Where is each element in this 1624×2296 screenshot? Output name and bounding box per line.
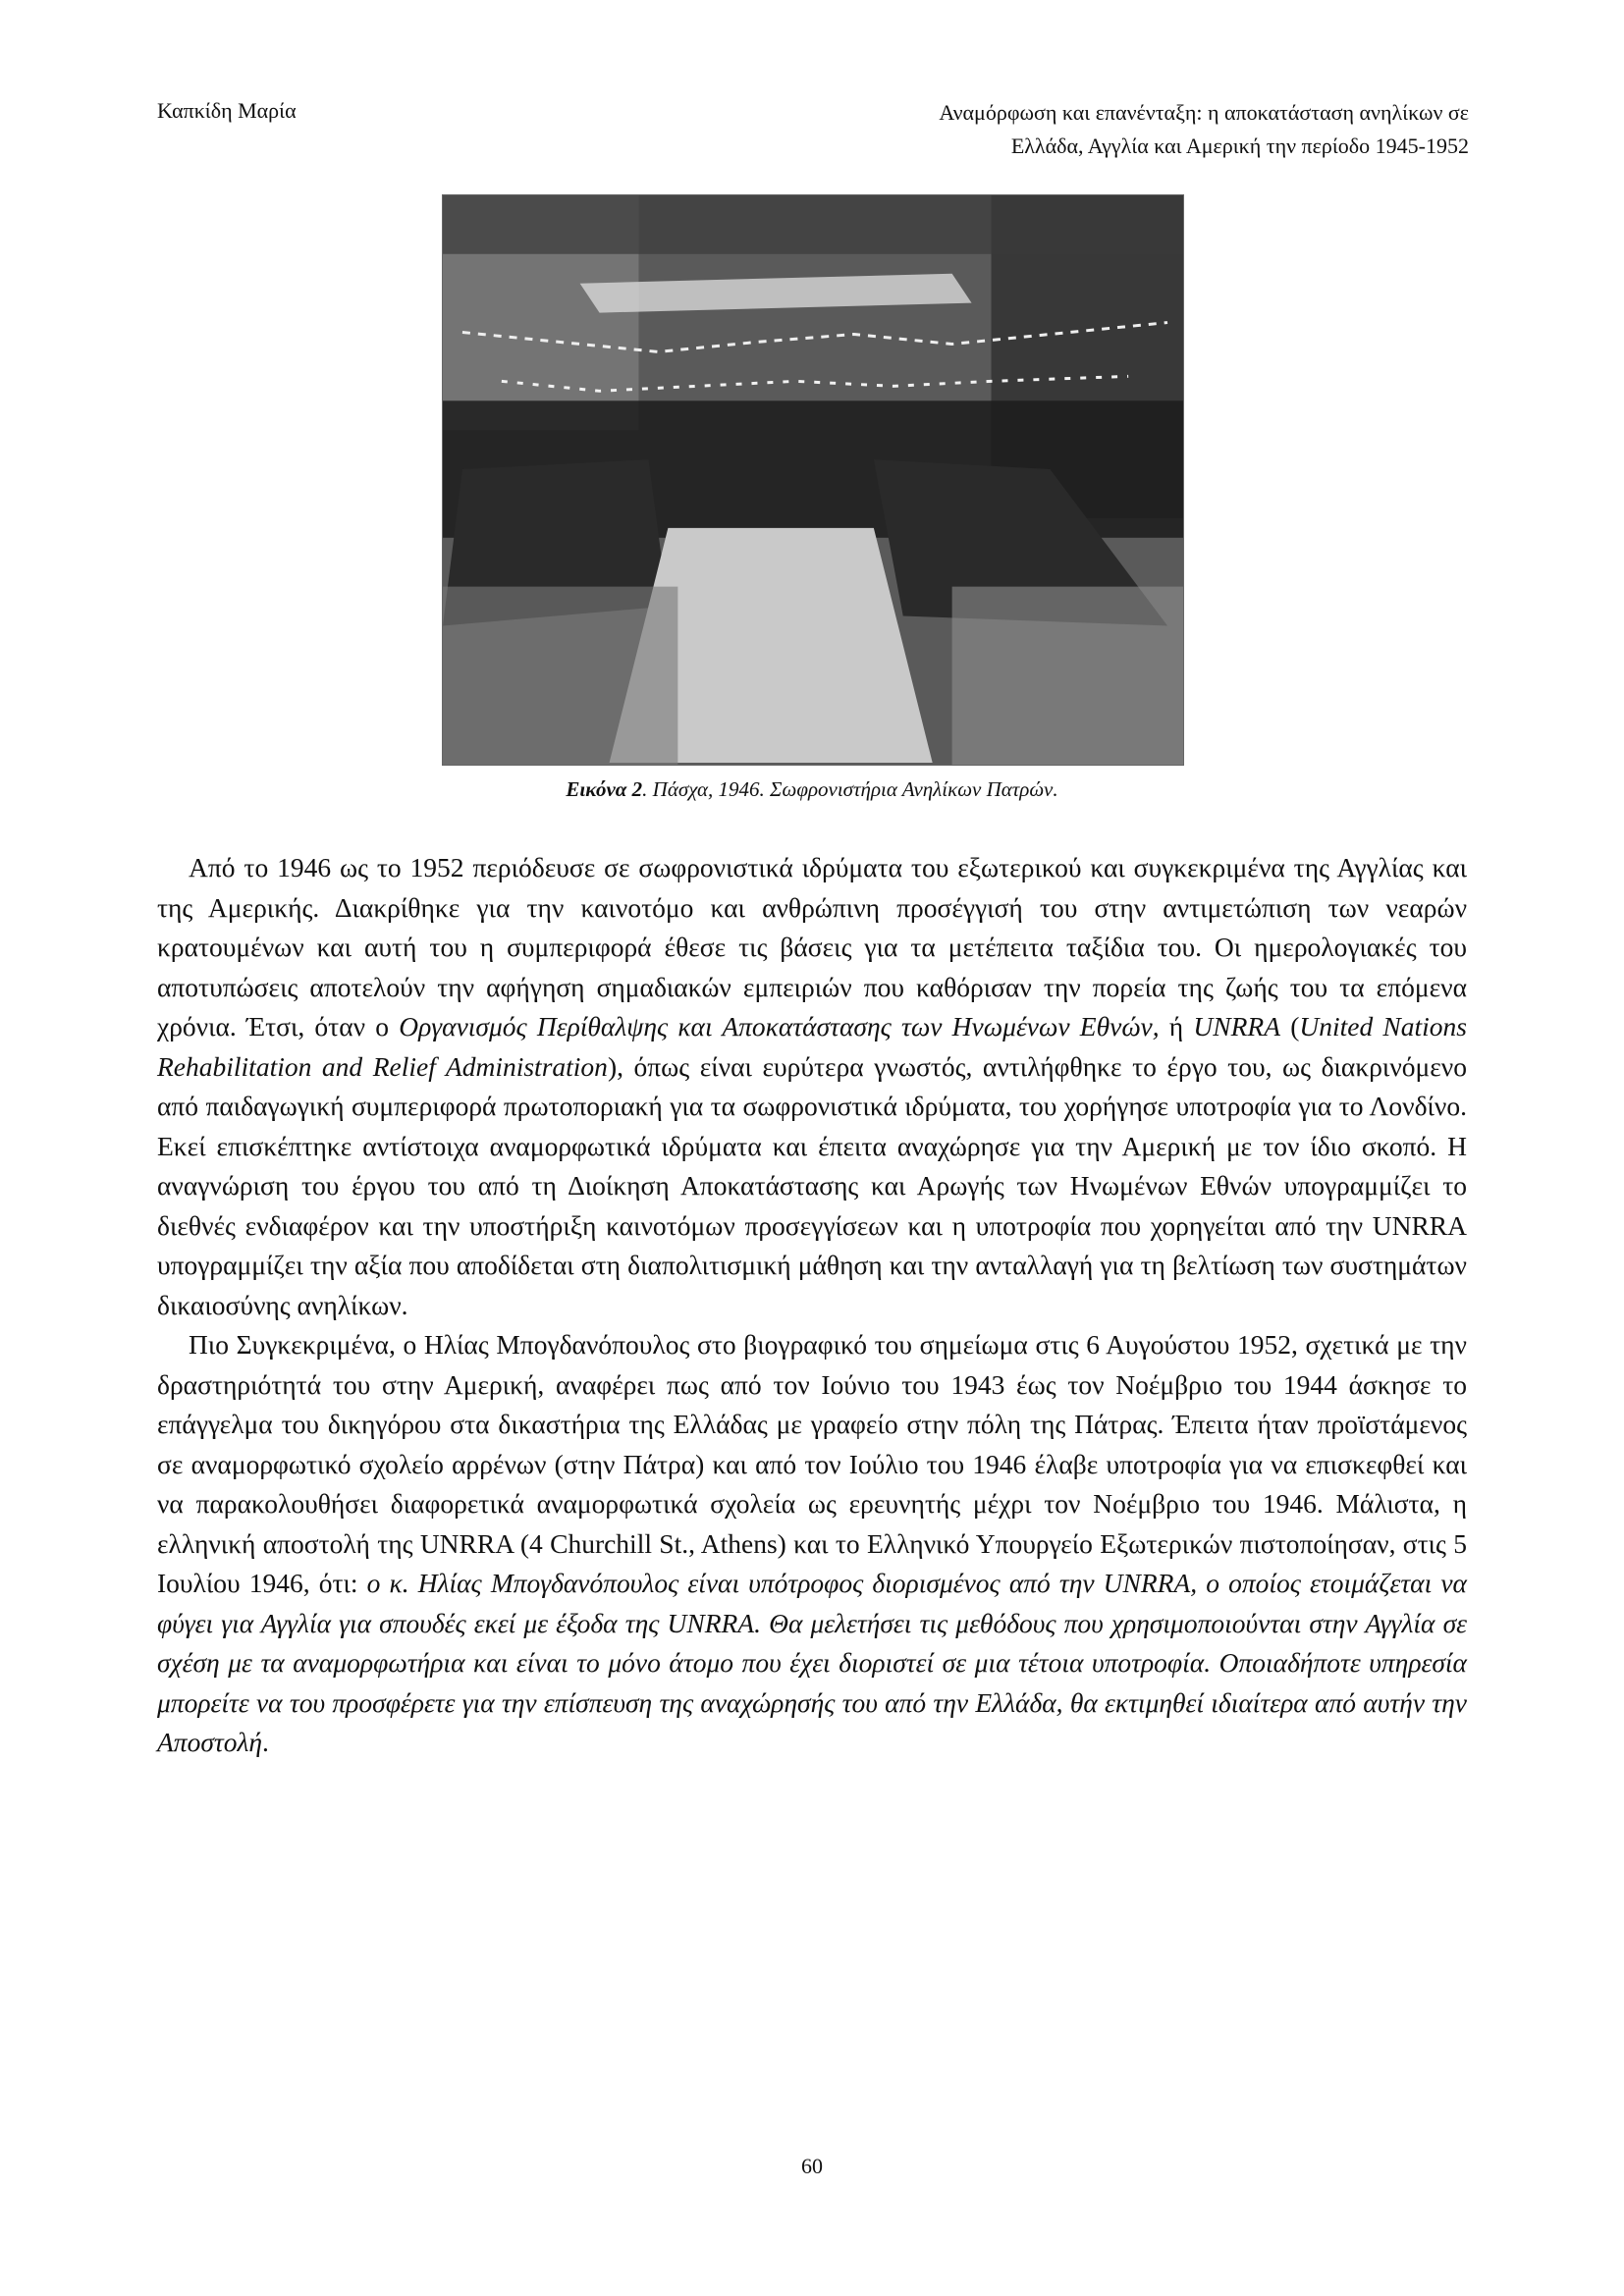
figure-label: Εικόνα 2	[566, 777, 643, 801]
paragraph-1-text-a: Από το 1946 ως το 1952 περιόδευσε σε σωφρονιστικά ιδρύματα του εξωτερικού και συγκεκριμένα της Αγγλίας και της Αμερικής. Διακρίθηκε για την καινοτόμο και ανθρώπινη προσέγγισή του στην αντιμετώπιση των νεαρών κρατουμένων και αυτή του η συμπεριφορά έθεσε τις βάσεις για τα μετέπειτα ταξίδια του. Οι ημερολογιακές του αποτυπώσεις αποτελούν την αφήγηση σημαδιακών εμπειριών που καθόρισαν την πορεία της ζωής του τα επόμενα χρόνια. Έτσι, όταν ο	[157, 852, 1467, 1041]
figure-caption-text: . Πάσχα, 1946. Σωφρονιστήρια Ανηλίκων Πατρών.	[642, 777, 1058, 801]
page-number: 60	[801, 2154, 823, 2178]
paragraph-1-english-name: United Nations Rehabilitation and Relief Administration	[157, 1011, 1467, 1082]
photo-scene	[443, 195, 1183, 765]
running-header-title-line-2: Ελλάδα, Αγγλία και Αμερική την περίοδο 1945-1952	[1010, 133, 1469, 158]
paragraph-2-text-a: Πιο Συγκεκριμένα, ο Ηλίας Μπογδανόπουλος στο βιογραφικό του σημείωμα στις 6 Αυγούστου 1952, σχετικά με την δραστηριότητά του στην Αμερική, αναφέρει πως από τον Ιούνιο του 1943 έως τον Νοέμβριο του 1944 άσκησε το επάγγελμα του δικηγόρου στα δικαστήρια της Ελλάδας με γραφείο στην πόλη της Πάτρας. Έπειτα ήταν προϊστάμενος σε αναμορφωτικό σχολείο αρρένων (στην Πάτρα) και από τον Ιούλιο του 1946 έλαβε υποτροφία για να επισκεφθεί και να παρακολουθήσει διαφορετικά αναμορφωτικά σχολεία ως ερευνητής μέχρι τον Νοέμβριο του 1946. Μάλιστα, η ελληνική αποστολή της UNRRA (4 Churchill St., Athens) και το Ελληνικό Υπουργείο Εξωτερικών πιστοποίησαν, στις 5 Ιουλίου 1946, ότι:	[157, 1329, 1467, 1598]
paragraph-1-text-d: ), όπως είναι ευρύτερα γνωστός, αντιλήφθηκε το έργο του, ως διακρινόμενο από παιδαγωγική συμπεριφορά πρωτοποριακή για τα σωφρονιστικά ιδρύματα, του χορήγησε υποτροφία για το Λονδίνο. Εκεί επισκέπτηκε αντίστοιχα αναμορφωτικά ιδρύματα και έπειτα αναχώρησε για την Αμερική με τον ίδιο σκοπό. Η αναγνώριση του έργου του από τη Διοίκηση Αποκατάστασης και Αρωγής των Ηνωμένων Εθνών υπογραμμίζει το διεθνές ενδιαφέρον και την υποστήριξη καινοτόμων προσεγγίσεων και η υποτροφία που χορηγείται από την UNRRA υπογραμμίζει την αξία που αποδίδεται στη διαπολιτισμική μάθηση και την ανταλλαγή για τη βελτίωση των συστημάτων δικαιοσύνης ανηλίκων.	[157, 1050, 1467, 1320]
paragraph-1-acronym: UNRRA	[1193, 1011, 1280, 1041]
paragraph-2	[157, 1325, 1467, 1763]
figure-photograph	[442, 194, 1184, 766]
paragraph-2-text-end: .	[262, 1727, 269, 1757]
paragraph-1-text-c: (	[1280, 1011, 1300, 1041]
body-text	[157, 848, 1467, 1763]
paragraph-1	[157, 848, 1467, 1325]
running-header-title-line-1: Αναμόρφωση και επανένταξη: η αποκατάσταση ανηλίκων σε	[939, 100, 1469, 125]
running-header-title	[723, 96, 1469, 163]
running-header-author: Καπκίδη Μαρία	[157, 98, 297, 123]
paragraph-2-quotation: ο κ. Ηλίας Μπογδανόπουλος είναι υπότροφος διορισμένος από την UNRRA, ο οποίος ετοιμάζεται να φύγει για Αγγλία για σπουδές εκεί με έξοδα της UNRRA. Θα μελετήσει τις μεθόδους που χρησιμοποιούνται στην Αγγλία σε σχέση με τα αναμορφωτήρια και είναι το μόνο άτομο που έχει διοριστεί σε μια τέτοια υποτροφία. Οποιαδήποτε υπηρεσία μπορείτε να του προσφέρετε για την επίσπευση της αναχώρησής του από την Ελλάδα, θα εκτιμηθεί ιδιαίτερα από αυτήν την Αποστολή	[157, 1568, 1467, 1757]
paragraph-1-text-b: ή	[1159, 1011, 1194, 1041]
paragraph-1-organisation-name: Οργανισμός Περίθαλψης και Αποκατάστασης των Ηνωμένων Εθνών,	[399, 1011, 1160, 1041]
figure-caption	[0, 775, 1624, 803]
